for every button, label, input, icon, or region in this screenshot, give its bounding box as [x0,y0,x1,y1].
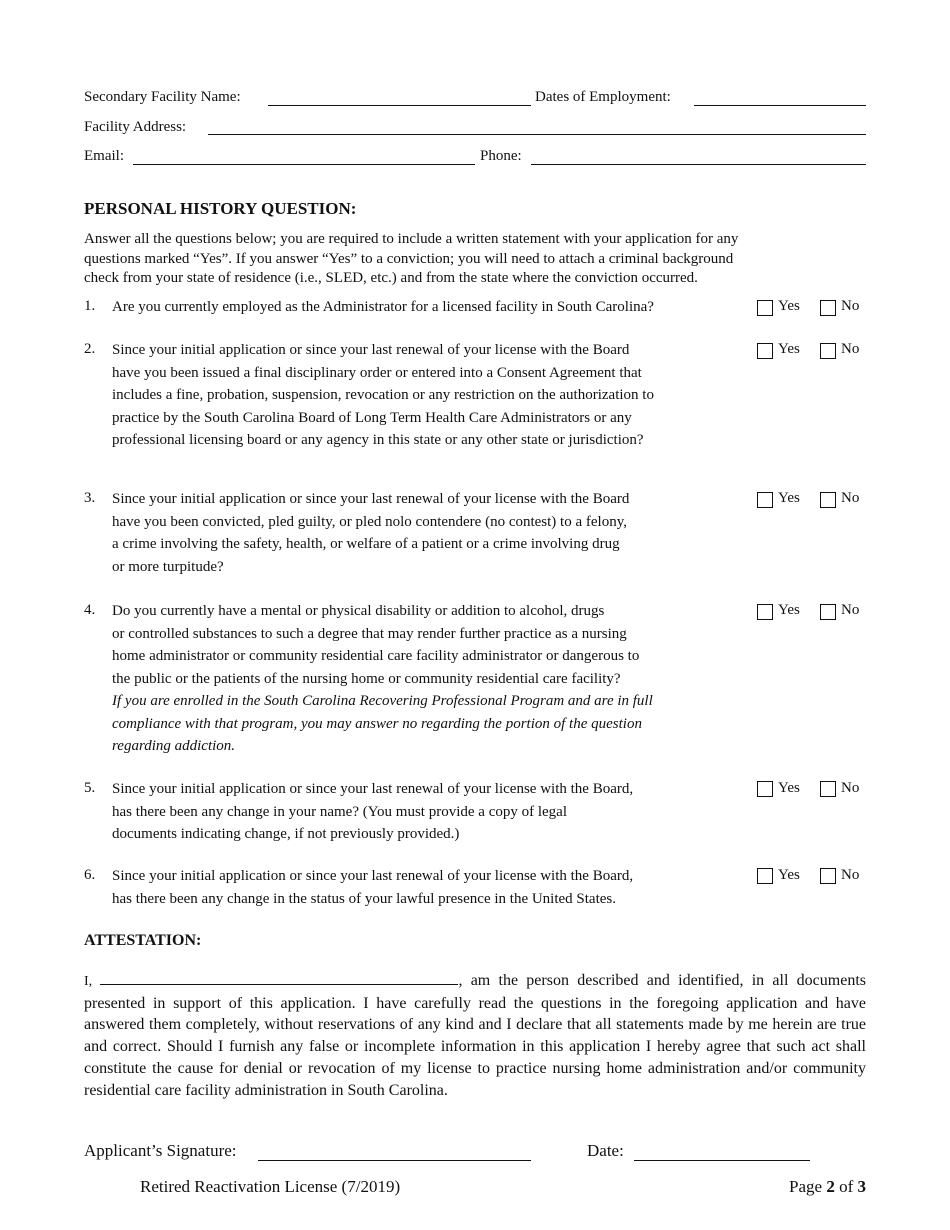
attestation-text: , am the person described and identified, in all documents presented in support of this application. I have carefully read the questions in the foregoing application and have answered them completely, without reservations of any kind and I declare that all statements made by me herein are true and correct. Should I furnish any false or incomplete information in this application I hereby agree that such act shall constitute the cause for denial or revocation of my license to practice nursing home administration and/or community residential care facility administration in South Carolina. [84,972,866,1099]
q6-yes-checkbox[interactable] [757,868,773,884]
attestation-paragraph [84,970,866,1101]
q4-no-checkbox[interactable] [820,604,836,620]
yes-label: Yes [778,780,800,796]
no-label: No [841,602,860,618]
question-note: If you are enrolled in the South Carolina Recovering Professional Program and are in full [112,693,653,709]
dates-of-employment-label: Dates of Employment: [535,89,671,105]
q3-yes-checkbox[interactable] [757,492,773,508]
q3-no-checkbox[interactable] [820,492,836,508]
phone-field[interactable] [531,164,866,165]
question-text: Since your initial application or since your last renewal of your license with the Board have you been convicted, pled guilty, or pled nolo contendere (no contest) to a felony, a crime involving the safety, health, or welfare of a patient or a crime involving drug or more turpitude? [112,491,630,575]
q5-yes-checkbox[interactable] [757,781,773,797]
personal-history-intro: Answer all the questions below; you are required to include a written statement with your application for any questions marked “Yes”. If you answer “Yes” to a conviction; you will need to attach a criminal background check from your state of residence (i.e., SLED, etc.) and from the state where the conviction occurred. [84,231,739,286]
no-label: No [841,780,860,796]
attestation-heading: ATTESTATION: [84,932,202,949]
question-text: Since your initial application or since your last renewal of your license with the Board, has there been any change in your name? (You must provide a copy of legal documents indicating change, if not previously provided.) [112,781,634,842]
date-label: Date: [587,1141,624,1160]
q2-yes-checkbox[interactable] [757,343,773,359]
signature-field[interactable] [258,1160,531,1161]
facility-address-label: Facility Address: [84,119,187,135]
personal-history-heading: PERSONAL HISTORY QUESTION: [84,199,357,218]
email-field[interactable] [133,164,475,165]
question-number: 4. [84,602,96,618]
question-number: 6. [84,867,96,883]
q4-yes-checkbox[interactable] [757,604,773,620]
footer-page-number: Page 2 of 3 [789,1177,866,1196]
date-field[interactable] [634,1160,810,1161]
yes-label: Yes [778,490,800,506]
secondary-facility-name-label: Secondary Facility Name: [84,89,241,105]
q1-yes-checkbox[interactable] [757,300,773,316]
question-text: Are you currently employed as the Administrator for a licensed facility in South Carolina? [112,299,654,315]
q1-no-checkbox[interactable] [820,300,836,316]
no-label: No [841,490,860,506]
q6-no-checkbox[interactable] [820,868,836,884]
yes-label: Yes [778,602,800,618]
attestation-name-field[interactable] [100,970,458,985]
dates-of-employment-field[interactable] [694,105,866,106]
signature-label: Applicant’s Signature: [84,1141,237,1160]
question-number: 2. [84,341,96,357]
no-label: No [841,867,860,883]
no-label: No [841,341,860,357]
question-note: regarding addiction. [112,738,236,754]
footer-form-name: Retired Reactivation License (7/2019) [140,1177,401,1196]
q2-no-checkbox[interactable] [820,343,836,359]
question-text: Since your initial application or since your last renewal of your license with the Board have you been issued a final disciplinary order or entered into a Consent Agreement that includes a fine, probation, suspension, revocation or any restriction on the authorization to practice by the South Carolina Board of Long Term Health Care Administrators or any professional licensing board or any agency in this state or any other state or jurisdiction? [112,342,654,448]
email-label: Email: [84,148,124,164]
no-label: No [841,298,860,314]
question-number: 1. [84,298,96,314]
question-note: compliance with that program, you may answer no regarding the portion of the question [112,715,642,732]
facility-address-field[interactable] [208,134,866,135]
yes-label: Yes [778,867,800,883]
question-text: Since your initial application or since your last renewal of your license with the Board, has there been any change in the status of your lawful presence in the United States. [112,868,634,907]
secondary-facility-name-field[interactable] [268,105,531,106]
q5-no-checkbox[interactable] [820,781,836,797]
question-number: 3. [84,490,96,506]
question-number: 5. [84,780,96,796]
question-text: Do you currently have a mental or physical disability or addition to alcohol, drugs or controlled substances to such a degree that may render further practice as a nursing home administrator or community residential care facility administrator or dangerous to the public or the patients of the nursing home or community residential care facility? If you are enrolled in the South Carolina Recovering Professional Program and are in full compliance with that program, you may answer no regarding the portion of the question regarding addiction. [112,600,653,758]
yes-label: Yes [778,341,800,357]
attestation-i: I, [84,974,93,989]
phone-label: Phone: [480,148,522,164]
yes-label: Yes [778,298,800,314]
